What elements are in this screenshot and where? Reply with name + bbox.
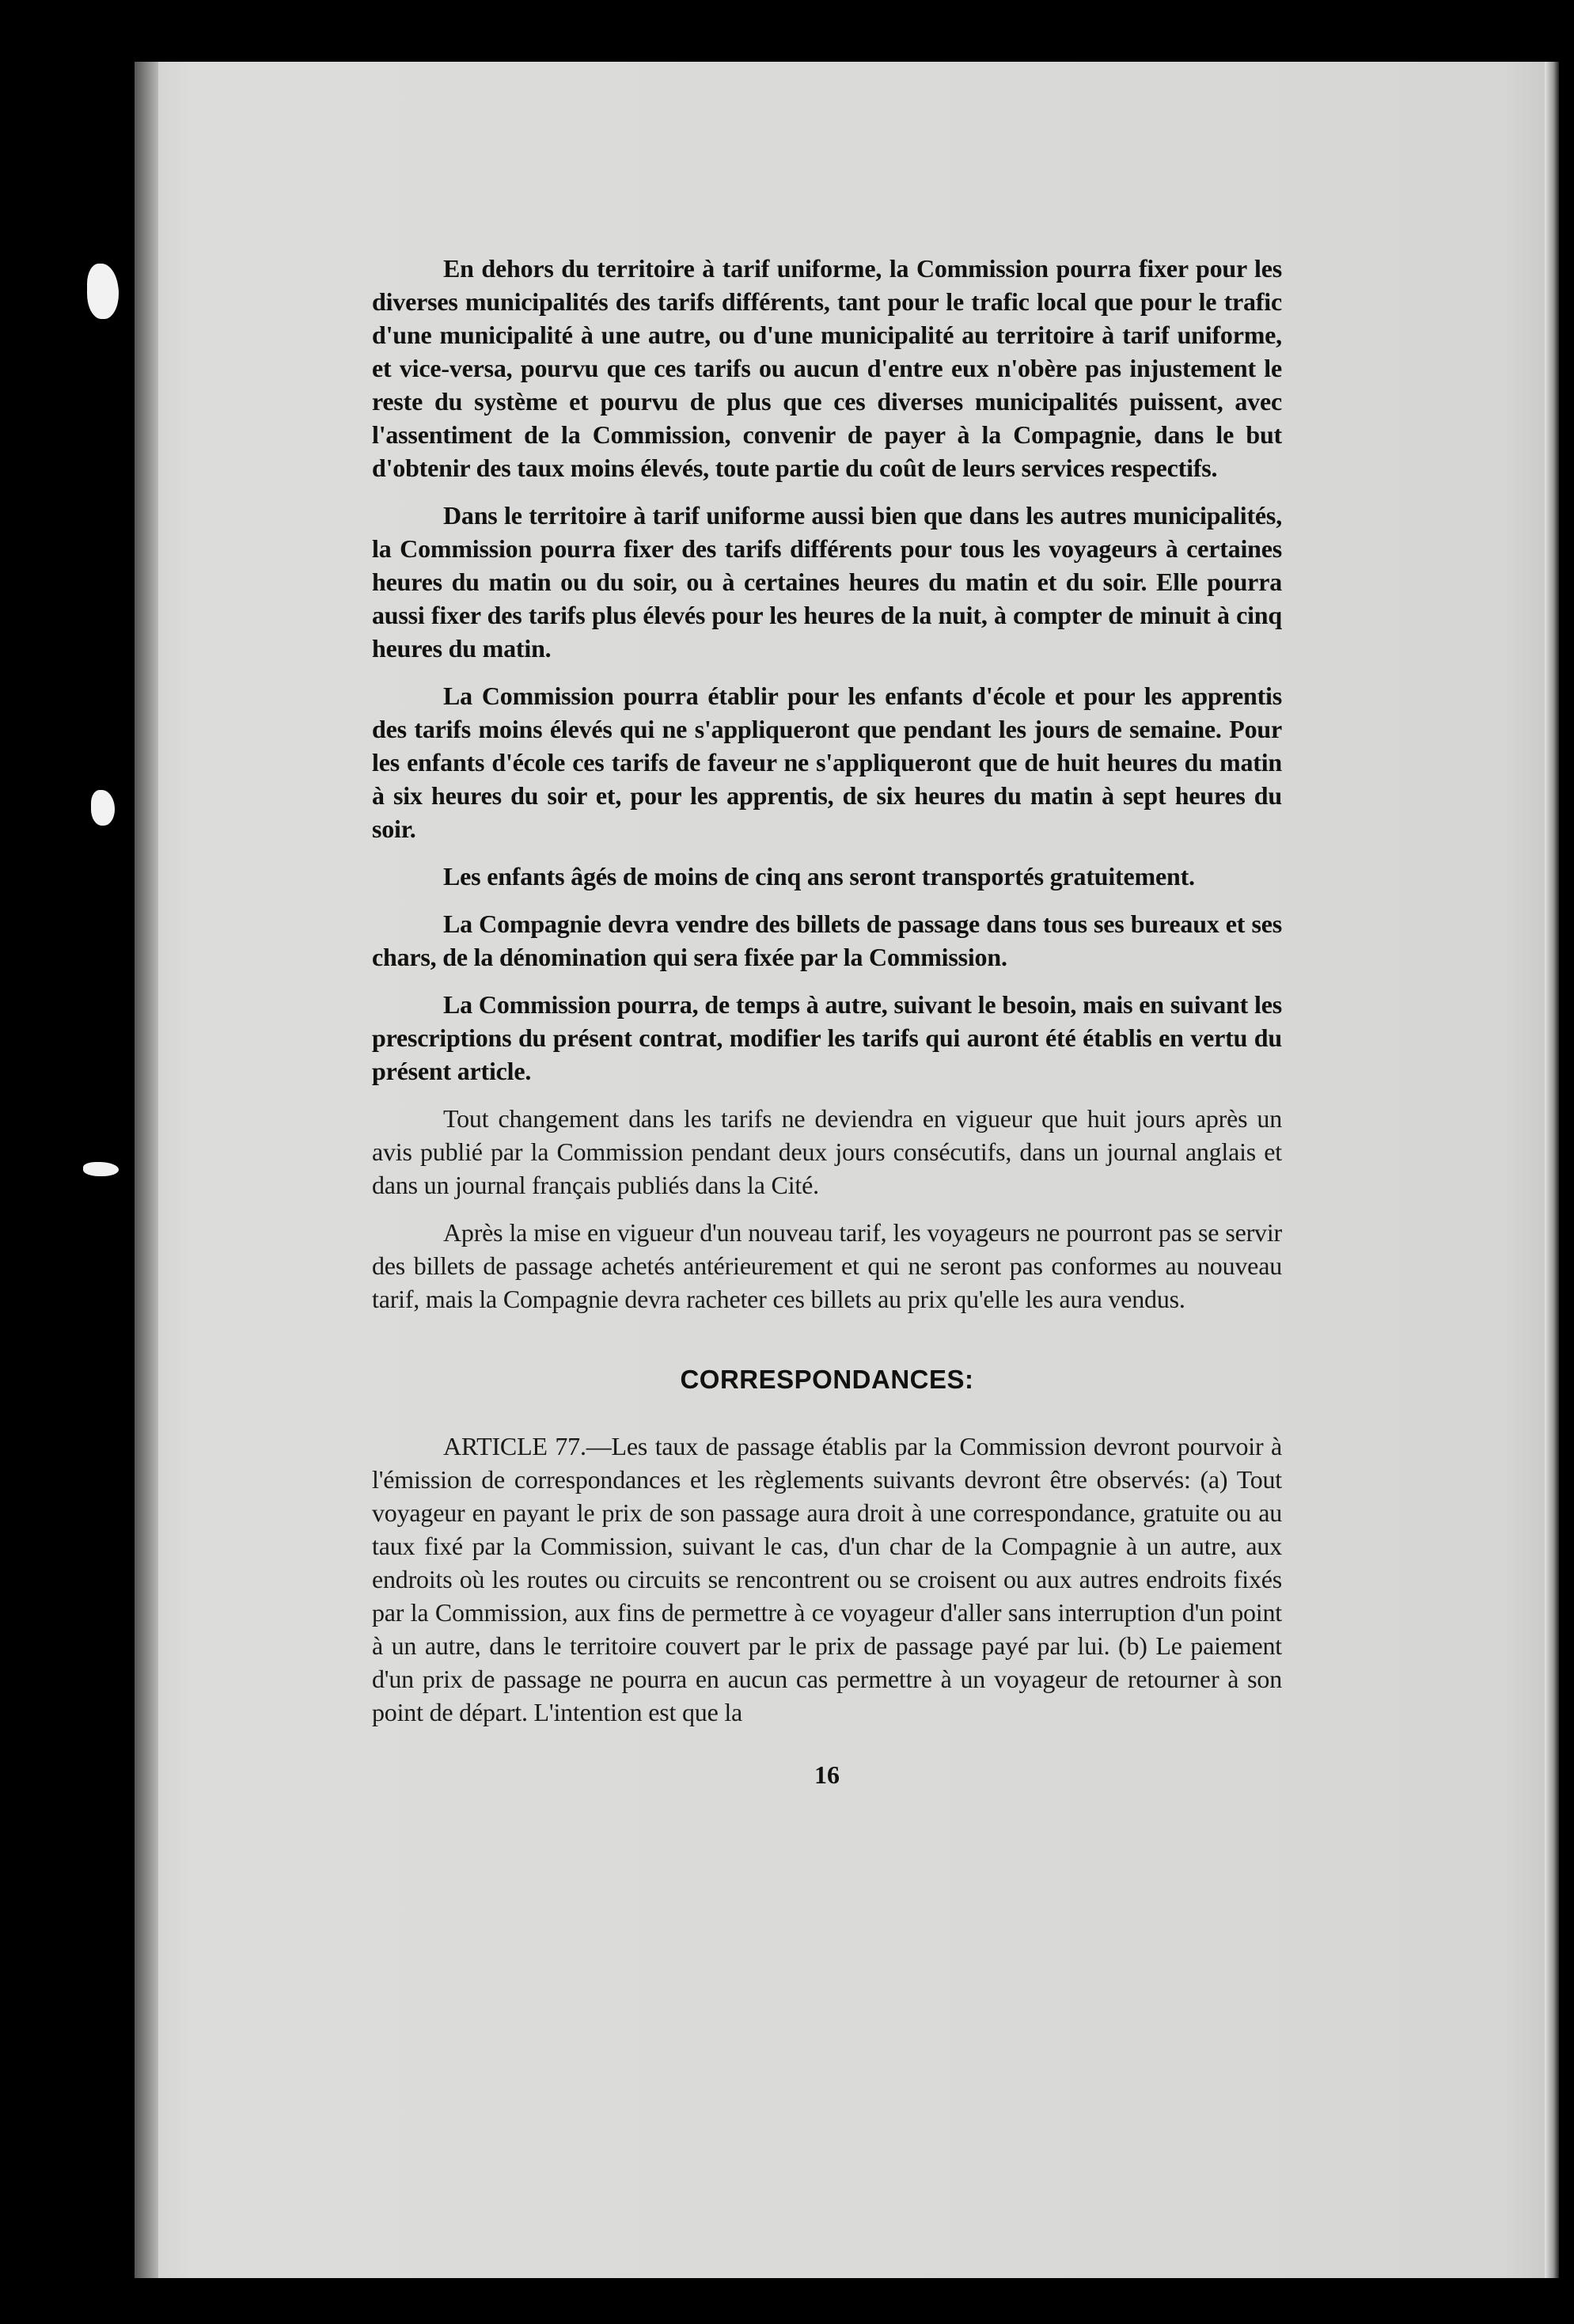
paragraph-heures: Dans le territoire à tarif uniforme aussi bien que dans les autres municipalités, la Commission pourra fixer des tarifs différents pour tous les voyageurs à certaines heures du matin ou du soir, ou à certaines heures du matin et du soir. Elle pourra aussi fixer des tarifs plus élevés pour les heures de la nuit, à compter de minuit à cinq heures du matin.	[372, 501, 1282, 663]
scan-blemish	[91, 790, 115, 826]
paragraph-enfants-gratuit: Les enfants âgés de moins de cinq ans seront transportés gratuitement.	[443, 862, 1195, 890]
paragraph-changement: Tout changement dans les tarifs ne deviendra en vigueur que huit jours après un avis publié par la Commission pendant deux jours consécutifs, dans un journal anglais et dans un journal français publiés dans la Cité.	[372, 1104, 1282, 1199]
document-body	[372, 252, 1282, 1790]
article-77-paragraph: ARTICLE 77.—Les taux de passage établis par la Commission devront pourvoir à l'émission de correspondances et les règlements suivants devront être observés: (a) Tout voyageur en payant le prix de son passage aura droit à une correspondance, gratuite ou au taux fixé par la Commission, suivant le cas, d'un char de la Compagnie à un autre, aux endroits où les routes ou circuits se rencontrent ou se croisent ou aux autres endroits fixés par la Commission, aux fins de permettre à ce voyageur d'aller sans interruption d'un point à un autre, dans le territoire couvert par le prix de passage payé par lui. (b) Le paiement d'un prix de passage ne pourra en aucun cas permettre à un voyageur de retourner à son point de départ. L'intention est que la	[372, 1432, 1282, 1726]
paragraph-modifier-tarifs: La Commission pourra, de temps à autre, suivant le besoin, mais en suivant les prescriptions du présent contrat, modifier les tarifs qui auront été établis en vertu du présent article.	[372, 990, 1282, 1085]
scan-blemish	[83, 1162, 119, 1176]
section-heading: CORRESPONDANCES:	[680, 1365, 974, 1394]
page-binding-shadow	[135, 62, 158, 2278]
page-number: 16	[814, 1760, 840, 1789]
scan-blemish	[87, 264, 119, 319]
paragraph-nouveau-tarif: Après la mise en vigueur d'un nouveau tarif, les voyageurs ne pourront pas se servir des billets de passage achetés antérieurement et qui ne seront pas conformes au nouveau tarif, mais la Compagnie devra racheter ces billets au prix qu'elle les aura vendus.	[372, 1218, 1282, 1313]
paragraph-billets: La Compagnie devra vendre des billets de passage dans tous ses bureaux et ses chars, de la dénomination qui sera fixée par la Commission.	[372, 909, 1282, 971]
scanned-page	[135, 62, 1559, 2278]
paragraph-tarif-uniforme: En dehors du territoire à tarif uniforme, la Commission pourra fixer pour les diverses municipalités des tarifs différents, tant pour le trafic local que pour le trafic d'une municipalité à une autre, ou d'une municipalité au territoire à tarif uniforme, et vice-versa, pourvu que ces tarifs ou aucun d'entre eux n'obère pas injustement le reste du système et pourvu de plus que ces diverses municipalités puissent, avec l'assentiment de la Commission, convenir de payer à la Compagnie, dans le but d'obtenir des taux moins élevés, toute partie du coût de leurs services respectifs.	[372, 254, 1282, 482]
page-edge	[1545, 62, 1559, 2278]
paragraph-enfants-ecole: La Commission pourra établir pour les enfants d'école et pour les apprentis des tarifs moins élevés qui ne s'appliqueront que pendant les jours de semaine. Pour les enfants d'école ces tarifs de faveur ne s'appliqueront que de huit heures du matin à six heures du soir et, pour les apprentis, de six heures du matin à sept heures du soir.	[372, 682, 1282, 843]
